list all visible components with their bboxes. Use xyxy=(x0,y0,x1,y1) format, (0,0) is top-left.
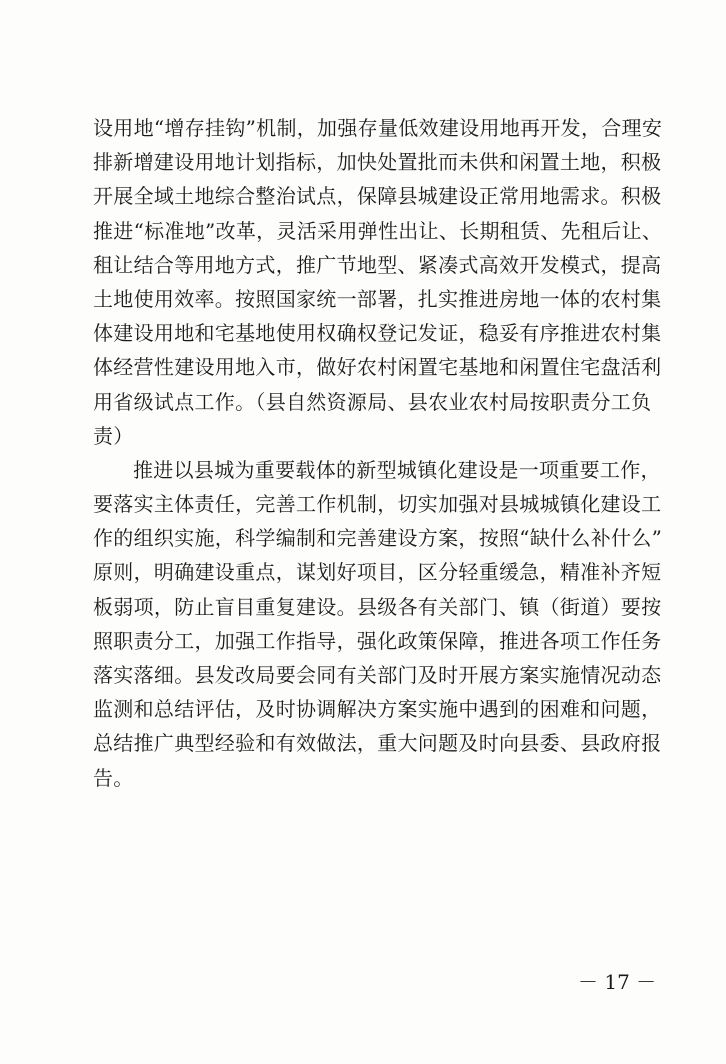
text-line: 开展全域土地综合整治试点，保障县城建设正常用地需求。积极 xyxy=(93,184,662,209)
paragraph-1 xyxy=(93,111,663,453)
text-line: 排新增建设用地计划指标，加快处置批而未供和闲置土地，积极 xyxy=(93,150,662,175)
text-line: 监测和总结评估，及时协调解决方案实施中遇到的困难和问题， xyxy=(93,697,662,722)
paragraph-2 xyxy=(93,453,663,795)
text-line: 用省级试点工作。（县自然资源局、县农业农村局按职责分工负 xyxy=(93,389,652,414)
text-line: 告。 xyxy=(93,765,134,790)
text-line: 作的组织实施，科学编制和完善建设方案，按照“缺什么补什么” xyxy=(93,526,663,551)
body-text xyxy=(93,111,663,795)
text-line: 推进“标准地”改革，灵活采用弹性出让、长期租赁、先租后让、 xyxy=(93,218,663,243)
text-line: 总结推广典型经验和有效做法，重大问题及时向县委、县政府报 xyxy=(93,731,662,756)
text-line: 落实落细。县发改局要会同有关部门及时开展方案实施情况动态 xyxy=(93,663,662,687)
text-line: 照职责分工，加强工作指导，强化政策保障，推进各项工作任务 xyxy=(93,628,662,653)
text-line: 板弱项，防止盲目重复建设。县级各有关部门、镇（街道）要按 xyxy=(93,594,662,619)
text-line: 要落实主体责任，完善工作机制，切实加强对县城城镇化建设工 xyxy=(93,492,662,517)
text-line: 体建设用地和宅基地使用权确权登记发证，稳妥有序推进农村集 xyxy=(93,321,662,346)
text-line: 设用地“增存挂钩”机制，加强存量低效建设用地再开发，合理安 xyxy=(93,116,663,140)
text-line: 土地使用效率。按照国家统一部署，扎实推进房地一体的农村集 xyxy=(93,286,662,311)
text-line: 租让结合等用地方式，推广节地型、紧凑式高效开发模式，提高 xyxy=(93,252,662,277)
text-line: 体经营性建设用地入市，做好农村闲置宅基地和闲置住宅盘活利 xyxy=(93,355,662,380)
text-line: 推进以县城为重要载体的新型城镇化建设是一项重要工作， xyxy=(133,457,661,482)
text-line: 责） xyxy=(93,423,134,448)
text-line: 原则，明确建设重点，谋划好项目，区分轻重缓急，精准补齐短 xyxy=(93,560,662,585)
page-number: － 17 － xyxy=(578,970,657,994)
